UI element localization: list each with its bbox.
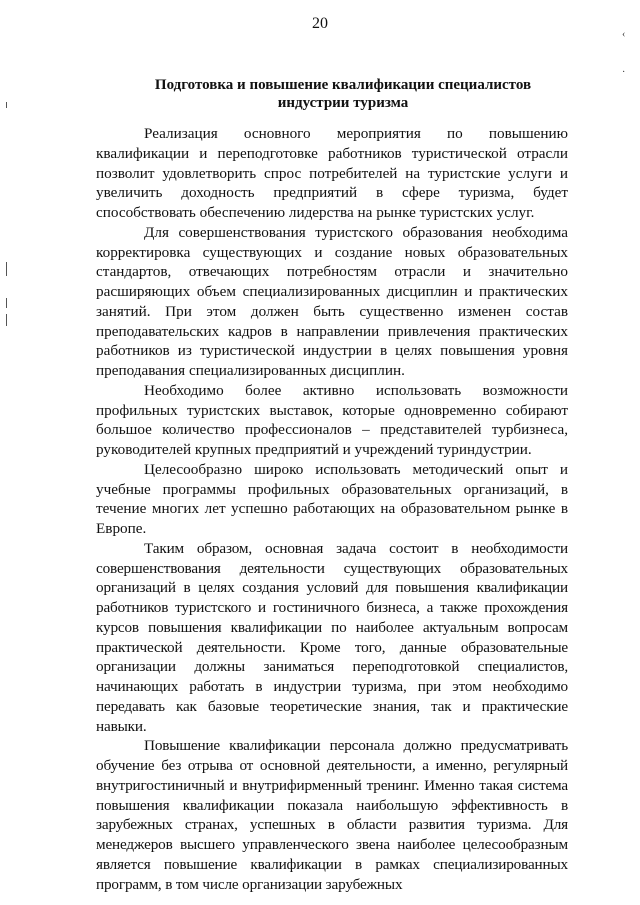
section-title-line-1: Подготовка и повышение квалификации специалистов — [154, 77, 532, 93]
paragraph: Целесообразно широко использовать методический опыт и учебные программы профильных образовательных организаций, в течение многих лет успешно работающих на образовательном рынке в Европе. — [96, 460, 568, 537]
margin-mark — [6, 262, 7, 276]
paragraph: Реализация основного мероприятия по повышению квалификации и переподготовке работников туристической отрасли позволит удовлетворить спрос потребителей на туристские услуги и увеличить доходность предприятий в сфере туризма, будет способствовать обеспечению лидерства на рынке туристских услуг. — [96, 125, 568, 221]
edge-mark: ‹ — [622, 29, 626, 40]
margin-mark — [6, 298, 7, 308]
paragraph: Таким образом, основная задача состоит в необходимости совершенствования деятельности существующих образовательных организаций в целях создания условий для повышения квалификации работников туристского и гостиничного бизнеса, а также прохождения курсов повышения квалификации по наиболее актуальным вопросам практической деятельности. Кроме того, данные образовательные организации должны заниматься переподготовкой специалистов, начинающих работать в индустрии туризма, при этом необходимо передавать как базовые теоретические знания, так и практические навыки. — [96, 539, 568, 735]
edge-mark: · — [622, 67, 626, 78]
margin-mark — [6, 102, 7, 108]
paragraph: Необходимо более активно использовать возможности профильных туристских выставок, которые одновременно собирают большое количество профессионалов – представителей турбизнеса, руководителей крупных предприятий и учреждений туриндустрии. — [96, 381, 568, 458]
paragraph: Повышение квалификации персонала должно предусматривать обучение без отрыва от основной деятельности, а именно, регулярный внутригостиничный и внутрифирменный тренинг. Именно такая система повышения квалификации показала наибольшую эффективность в зарубежных странах, успешных в области развития туризма. Для менеджеров высшего управленческого звена наиболее целесообразным является повышение квалификации в рамках специализированных программ, в том числе организации зарубежных — [96, 737, 568, 893]
page-number: 20 — [312, 15, 328, 32]
paragraph: Для совершенствования туристского образования необходима корректировка существующих и создание новых образовательных стандартов, отвечающих потребностям отрасли и значительно расширяющих объем специализированных дисциплин и практических занятий. При этом должен быть существенно изменен состав преподавательских кадров в направлении привлечения практических работников из туристической индустрии в целях повышения уровня преподавания специализированных дисциплин. — [96, 223, 568, 379]
section-title — [96, 76, 590, 112]
section-title-line-2: индустрии туризма — [277, 95, 409, 111]
margin-mark — [6, 314, 7, 326]
document-body — [96, 124, 568, 894]
